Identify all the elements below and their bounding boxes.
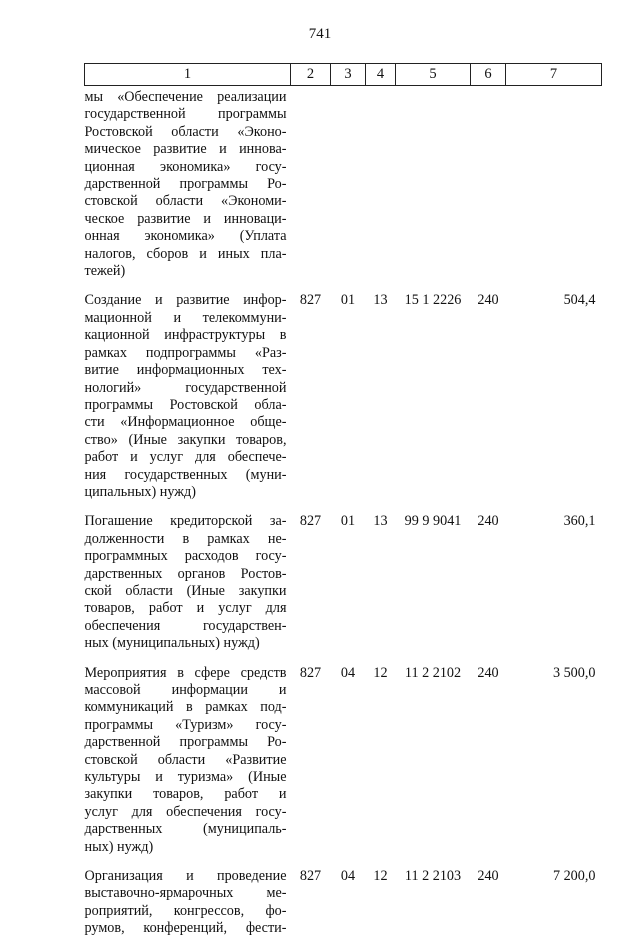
description-line: Организация и проведение	[84, 868, 287, 885]
table-row	[85, 862, 602, 944]
description-line: программы Ростовской обла-	[84, 396, 287, 413]
description-line: нологий» государственной	[84, 379, 287, 396]
column-header-4: 4	[366, 64, 396, 86]
row-description	[85, 86, 291, 287]
expense-type-code: 240	[477, 292, 499, 309]
description-line: дарственных органов Ростов-	[84, 565, 287, 582]
column-header-6: 6	[471, 64, 506, 86]
target-item-code: 11 2 2103	[404, 868, 462, 885]
description-line: ционная экономика» госу-	[84, 158, 287, 175]
description-line: товаров, работ и услуг для	[84, 600, 287, 617]
expense-type-code	[471, 86, 506, 287]
description-line: дарственной программы Ро-	[84, 734, 287, 751]
section-code	[331, 86, 366, 287]
description-line: выставочно-ярмарочных ме-	[84, 885, 287, 902]
description-line: Погашение кредиторской за-	[84, 513, 287, 530]
subsection-code: 12	[373, 868, 388, 885]
description-line: налогов, сборов и иных пла-	[84, 245, 287, 262]
section-code: 01	[340, 292, 356, 309]
expense-type-code: 240	[477, 664, 499, 681]
description-line: мическое развитие и иннова-	[84, 141, 287, 158]
row-description	[85, 862, 291, 944]
section-code: 04	[340, 664, 356, 681]
ministry-code: 827	[299, 664, 322, 681]
description-line: Ростовской области «Эконо-	[84, 123, 287, 140]
page-number: 741	[308, 26, 332, 42]
subsection-code: 13	[373, 292, 388, 309]
description-line: культуры и туризма» (Иные	[84, 769, 287, 786]
column-header-2: 2	[291, 64, 331, 86]
row-description	[85, 286, 291, 507]
description-line: долженности в рамках не-	[84, 530, 287, 547]
expense-type-code: 240	[477, 868, 499, 885]
description-line: стовской области «Экономи-	[84, 193, 287, 210]
amount: 7 200,0	[552, 868, 596, 885]
description-line: мы «Обеспечение реализации	[84, 89, 287, 105]
description-line: ных (муниципальных) нужд)	[84, 635, 260, 652]
description-line: программы «Туризм» госу-	[84, 716, 287, 733]
description-line: ния государственных (муни-	[84, 466, 287, 483]
description-line: ческое развитие и инноваци-	[84, 210, 287, 227]
expense-type-code: 240	[477, 513, 499, 530]
description-line: ципальных) нужд)	[84, 483, 196, 500]
description-line: дарственных (муниципаль-	[84, 821, 287, 838]
section-code: 04	[340, 868, 356, 885]
amount: 360,1	[563, 513, 596, 530]
subsection-code: 12	[373, 664, 388, 681]
description-line: рамках подпрограммы «Раз-	[84, 344, 287, 361]
description-line: ных) нужд)	[84, 838, 154, 855]
budget-table	[84, 63, 602, 944]
description-line: тежей)	[84, 263, 126, 280]
row-description	[85, 507, 291, 658]
subsection-code	[366, 86, 396, 287]
description-line: дарственной программы Ро-	[84, 176, 287, 193]
description-line: румов, конференций, фести-	[84, 920, 287, 937]
ministry-code: 827	[299, 292, 322, 309]
column-header-5: 5	[396, 64, 471, 86]
row-description	[85, 659, 291, 862]
description-line: программных расходов госу-	[84, 548, 287, 565]
column-header-3: 3	[331, 64, 366, 86]
table-row	[85, 507, 602, 658]
target-item-code: 99 9 9041	[404, 513, 462, 530]
table-header-row	[85, 64, 602, 86]
description-line: онная экономика» (Уплата	[84, 228, 287, 245]
target-item-code: 11 2 2102	[404, 664, 462, 681]
description-line: закупки товаров, работ и	[84, 786, 287, 803]
ministry-code: 827	[299, 868, 322, 885]
table-row	[85, 659, 602, 862]
column-header-1: 1	[85, 64, 291, 86]
description-line: обеспечения государствен-	[84, 617, 287, 634]
description-line: Мероприятия в сфере средств	[84, 664, 287, 681]
ministry-code	[291, 86, 331, 287]
table-row	[85, 286, 602, 507]
description-line: стовской области «Развитие	[84, 751, 287, 768]
description-line: коммуникаций в рамках под-	[84, 699, 287, 716]
column-header-7: 7	[506, 64, 602, 86]
amount: 504,4	[563, 292, 596, 309]
description-line: мационной и телекоммуни-	[84, 309, 287, 326]
section-code: 01	[340, 513, 356, 530]
description-line: роприятий, конгрессов, фо-	[84, 902, 287, 919]
description-line: государственной программы	[84, 106, 287, 123]
ministry-code: 827	[299, 513, 322, 530]
description-line: работ и услуг для обеспече-	[84, 449, 287, 466]
description-line: Создание и развитие инфор-	[84, 292, 287, 309]
subsection-code: 13	[373, 513, 388, 530]
amount: 3 500,0	[552, 664, 596, 681]
amount	[506, 86, 602, 287]
description-line: ской области (Иные закупки	[84, 582, 287, 599]
target-item-code: 15 1 2226	[404, 292, 462, 309]
table-row	[85, 86, 602, 287]
target-item-code	[396, 86, 471, 287]
description-line: витие информационных тех-	[84, 362, 287, 379]
description-line: кационной инфраструктуры в	[84, 327, 287, 344]
description-line: сти «Информационное обще-	[84, 414, 287, 431]
description-line: массовой информации и	[84, 682, 287, 698]
description-line: услуг для обеспечения госу-	[84, 803, 287, 820]
description-line: ство» (Иные закупки товаров,	[84, 431, 287, 448]
